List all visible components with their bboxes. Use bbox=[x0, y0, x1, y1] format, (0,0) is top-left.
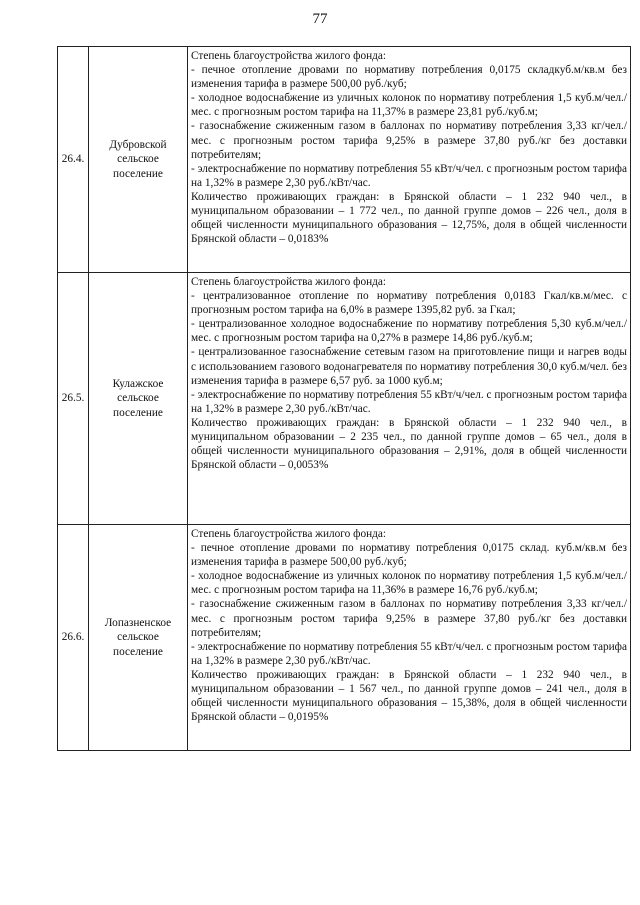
settlement-description bbox=[188, 47, 631, 273]
settlement-description bbox=[188, 525, 631, 751]
settlement-name-line: сельское bbox=[117, 153, 159, 166]
description-paragraph: - электроснабжение по нормативу потребления 55 кВт/ч/чел. с прогнозным ростом тарифа на 1,32% в размере 2,30 руб./кВт/час. bbox=[191, 162, 627, 189]
description-paragraph: - печное отопление дровами по нормативу потребления 0,0175 складкуб.м/кв.м без изменения тарифа в размере 500,00 руб./куб; bbox=[191, 64, 627, 91]
page-number: 77 bbox=[312, 11, 328, 27]
row-number: 26.4. bbox=[58, 47, 89, 273]
row-number: 26.6. bbox=[58, 525, 89, 751]
table-row bbox=[58, 47, 631, 273]
description-paragraph: Количество проживающих граждан: в Брянской области – 1 232 940 чел., в муниципальном образовании – 1 772 чел., по данной группе домов – 226 чел., доля в общей численности муниципального образования – 12,75%, доля в общей численности Брянской области – 0,0183% bbox=[191, 190, 627, 246]
description-paragraph: Количество проживающих граждан: в Брянской области – 1 232 940 чел., в муниципальном образовании – 2 235 чел., по данной группе домов – 65 чел., доля в общей численности муниципального образования – 2,91%, доля в общей численности Брянской области – 0,0053% bbox=[191, 416, 627, 472]
description-paragraph: Степень благоустройства жилого фонда: bbox=[191, 528, 387, 540]
settlement-description bbox=[188, 273, 631, 525]
description-paragraph: - централизованное газоснабжение сетевым газом на приготовление пищи и нагрев воды с использованием газового водонагревателя по нормативу потребления 30,0 куб.м/чел. без изменения тарифа в размере 6,57 руб. за 1000 куб.м; bbox=[191, 346, 627, 387]
description-paragraph: Степень благоустройства жилого фонда: bbox=[191, 276, 387, 288]
settlement-name bbox=[89, 47, 188, 273]
table-row bbox=[58, 525, 631, 751]
description-paragraph: - централизованное отопление по нормативу потребления 0,0183 Гкал/кв.м/мес. с прогнозным ростом тарифа на 6,0% в размере 1395,82 руб. за Гкал; bbox=[191, 290, 627, 317]
description-paragraph: - холодное водоснабжение из уличных колонок по нормативу потребления 1,5 куб.м/чел./мес. с прогнозным ростом тарифа на 11,36% в размере 16,76 руб./куб.м; bbox=[191, 570, 627, 597]
settlement-name-line: Кулажское bbox=[112, 378, 164, 391]
settlement-name-line: поселение bbox=[113, 645, 163, 658]
description-paragraph: Степень благоустройства жилого фонда: bbox=[191, 50, 387, 62]
settlements-table bbox=[57, 46, 631, 751]
description-paragraph: - электроснабжение по нормативу потребления 55 кВт/ч/чел. с прогнозным ростом тарифа на 1,32% в размере 2,30 руб./кВт/час. bbox=[191, 388, 627, 415]
settlement-name bbox=[89, 273, 188, 525]
table-row bbox=[58, 273, 631, 525]
description-paragraph: - газоснабжение сжиженным газом в баллонах по нормативу потребления 3,33 кг/чел./мес. с прогнозным ростом тарифа 9,25% в размере 37,80 руб./кг без доставки потребителям; bbox=[191, 120, 627, 161]
description-paragraph: - электроснабжение по нормативу потребления 55 кВт/ч/чел. с прогнозным ростом тарифа на 1,32% в размере 2,30 руб./кВт/час. bbox=[191, 640, 627, 667]
settlement-name-line: Лопазненское bbox=[104, 617, 172, 630]
settlement-name-line: сельское bbox=[117, 631, 159, 644]
description-paragraph: - холодное водоснабжение из уличных колонок по нормативу потребления 1,5 куб.м/чел./мес. с прогнозным ростом тарифа на 11,37% в размере 23,81 руб./куб.м; bbox=[191, 92, 627, 119]
description-paragraph: - централизованное холодное водоснабжение по нормативу потребления 5,30 куб.м/чел./мес. с прогнозным ростом тарифа на 0,27% в размере 14,86 руб./куб.м; bbox=[191, 318, 627, 345]
settlement-name bbox=[89, 525, 188, 751]
row-number: 26.5. bbox=[58, 273, 89, 525]
description-paragraph: - печное отопление дровами по нормативу потребления 0,0175 склад. куб.м/кв.м без изменения тарифа в размере 500,00 руб./куб; bbox=[191, 542, 627, 569]
settlement-name-line: сельское bbox=[117, 392, 159, 405]
settlement-name-line: поселение bbox=[113, 167, 163, 180]
settlement-name-line: поселение bbox=[113, 406, 163, 419]
description-paragraph: Количество проживающих граждан: в Брянской области – 1 232 940 чел., в муниципальном образовании – 1 567 чел., по данной группе домов – 241 чел., доля в общей численности муниципального образования – 15,38%, доля в общей численности Брянской области – 0,0195% bbox=[191, 668, 627, 724]
settlement-name-line: Дубровской bbox=[109, 139, 167, 152]
description-paragraph: - газоснабжение сжиженным газом в баллонах по нормативу потребления 3,33 кг/чел./мес. с прогнозным ростом тарифа 9,25% в размере 37,80 руб./кг без доставки потребителям; bbox=[191, 598, 627, 639]
